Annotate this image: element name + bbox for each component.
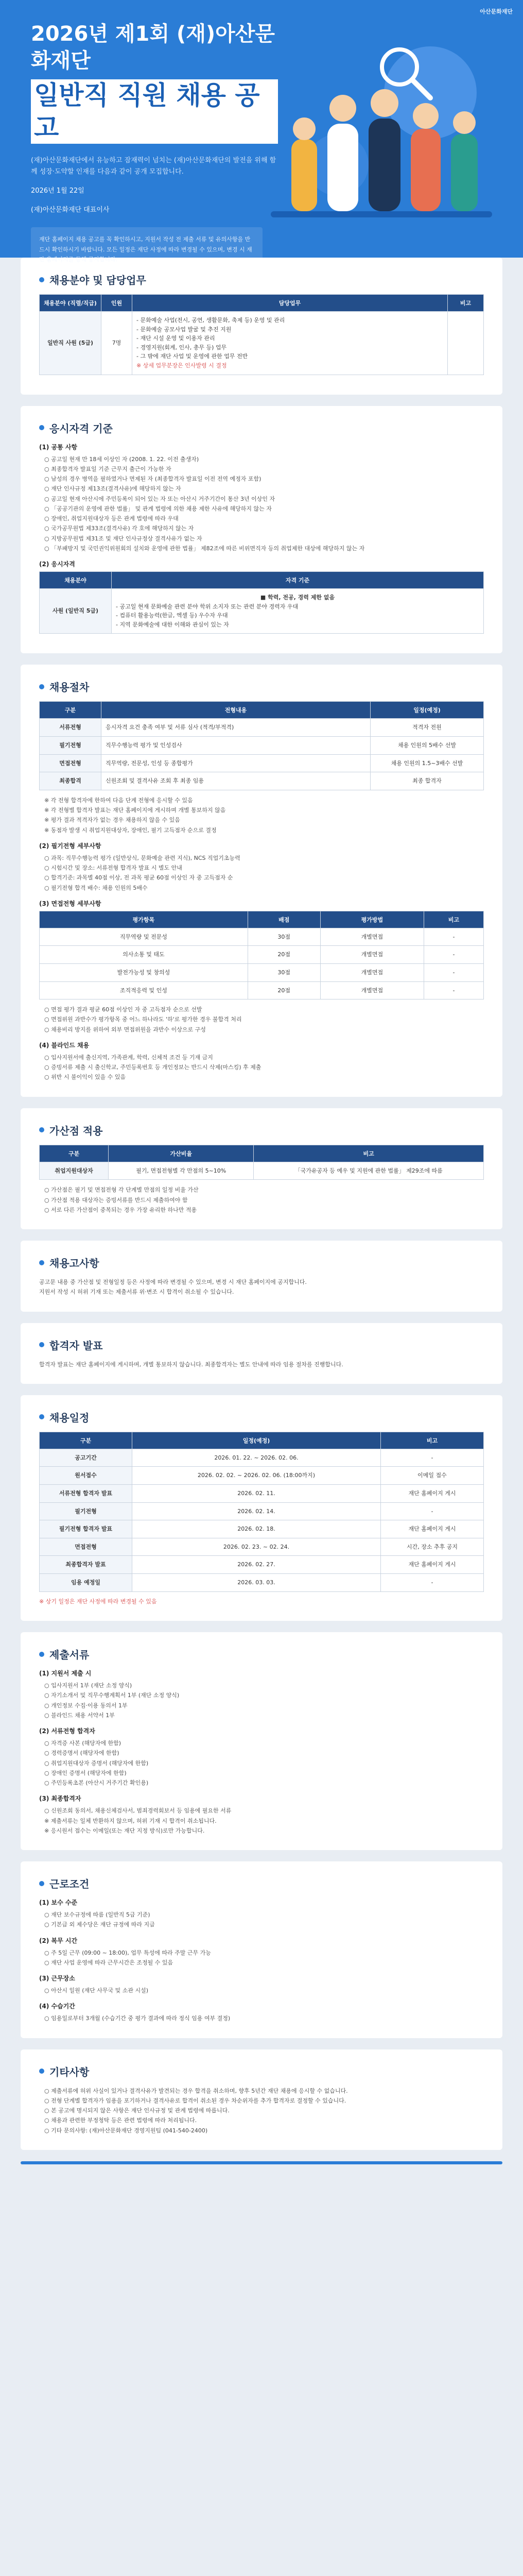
duty-line: - 문화예술 사업(전시, 공연, 생활문화, 축제 등) 운영 및 관리 <box>136 317 285 324</box>
table-header: 비고 <box>254 1145 484 1162</box>
work-list <box>39 1948 484 1968</box>
sub-title: (1) 공통 사항 <box>39 443 78 451</box>
hero-illustration <box>260 31 502 247</box>
hero-notice-box: 재단 홈페이지 채용 공고를 꼭 확인하시고, 지원서 작성 전 제출 서류 및 유의사항을 반드시 확인하시기 바랍니다. 모든 일정은 재단 사정에 따라 변경될 수 있으며, 변경 시 재단 홈페이지를 통해 공지합니다. <box>31 227 263 272</box>
table-cell: - <box>424 981 484 999</box>
section-title-text: 응시자격 기준 <box>49 422 113 435</box>
table-header: 비고 <box>424 911 484 928</box>
table-row <box>40 737 484 755</box>
bullet-icon <box>39 684 44 689</box>
table-cell: 신원조회 및 결격사유 조회 후 최종 임용 <box>101 772 371 790</box>
paragraph: 공고문 내용 중 가산점 및 전형일정 등은 사정에 따라 변경될 수 있으며, 변경 시 재단 홈페이지에 공지합니다. <box>39 1279 307 1286</box>
table-cell: 2026. 03. 03. <box>132 1573 381 1591</box>
list-item: ○ 서로 다른 가산점이 중복되는 경우 가장 유리한 하나만 적용 <box>44 1206 197 1213</box>
list-item: ○ 시험시간 및 장소: 서류전형 합격자 발표 시 별도 안내 <box>44 865 182 872</box>
table-cell: 개별면접 <box>320 964 424 982</box>
table-cell: 취업지원대상자 <box>40 1162 109 1180</box>
table-row <box>40 1484 484 1502</box>
section-title <box>39 679 484 694</box>
table-cell: 2026. 02. 27. <box>132 1556 381 1574</box>
table-cell: 필기전형 합격자 발표 <box>40 1520 132 1538</box>
table-cell: 2026. 02. 02. ~ 2026. 02. 06. (18:00까지) <box>132 1467 381 1485</box>
duty-line: - 재단 시설 운영 및 이용자 관리 <box>136 335 215 342</box>
table-cell: - <box>424 964 484 982</box>
section-title-text: 가산점 적용 <box>49 1124 103 1137</box>
table-header: 구분 <box>40 1145 109 1162</box>
table-cell: 의사소통 및 태도 <box>40 946 248 964</box>
list-item: ○ 임용일로부터 3개월 (수습기간 중 평가 결과에 따라 정식 임용 여부 결정) <box>44 2015 231 2022</box>
hero-subtitle: (재)아산문화재단에서 유능하고 잠재력이 넘치는 (재)아산문화재단의 발전을 위해 함께 성장·도약할 인재를 다음과 같이 공개 모집합니다. <box>31 157 276 176</box>
table-cell: - <box>424 946 484 964</box>
note-line: ※ 동점자 발생 시 취업지원대상자, 장애인, 필기 고득점자 순으로 결정 <box>44 826 217 834</box>
table-header: 비고 <box>448 295 484 312</box>
list-item: ○ 경력증명서 (해당자에 한함) <box>44 1750 119 1757</box>
table-header: 구분 <box>40 1432 132 1449</box>
table-header: 가산비율 <box>109 1145 254 1162</box>
section-title <box>39 1647 484 1662</box>
table-cell: 2026. 02. 11. <box>132 1484 381 1502</box>
bullet-icon <box>39 277 44 282</box>
place-list <box>39 1986 484 1995</box>
table-cell: 직무역량, 전문성, 인성 등 종합평가 <box>101 754 371 772</box>
list-item: ○ 공고일 현재 만 18세 이상인 자 (2008. 1. 22. 이전 출생자) <box>44 455 199 463</box>
section-title <box>39 1876 484 1891</box>
blind-list <box>39 1053 484 1082</box>
list-item: ○ 「부패방지 및 국민권익위원회의 설치와 운영에 관한 법률」 제82조에 따른 비위면직자 등의 취업제한 대상에 해당하지 않는 자 <box>44 545 365 552</box>
table-cell: 개별면접 <box>320 981 424 999</box>
table-row <box>40 589 484 634</box>
table-cell: 사원 (일반직 5급) <box>40 589 112 634</box>
bullet-icon <box>39 1414 44 1419</box>
list-item: ※ 제출서류는 일체 반환하지 않으며, 허위 기재 시 합격이 취소됩니다. <box>44 1817 217 1824</box>
table-cell: 이메일 접수 <box>381 1467 484 1485</box>
req-line: - 지역 문화예술에 대한 이해와 관심이 있는 자 <box>116 621 229 628</box>
table-cell: 임용 예정일 <box>40 1573 132 1591</box>
sub-title: (4) 수습기간 <box>39 2003 75 2010</box>
table-row <box>40 719 484 737</box>
table-cell: 최종 합격자 <box>371 772 484 790</box>
list-item: ○ 아산시 일원 (재단 사무국 및 소관 시설) <box>44 1987 149 1994</box>
table-cell: 20점 <box>248 946 320 964</box>
table-header: 담당업무 <box>132 295 448 312</box>
table-cell: 2026. 02. 23. ~ 02. 24. <box>132 1538 381 1556</box>
section-title-text: 채용일정 <box>49 1411 90 1424</box>
section-qualification <box>21 406 502 654</box>
table-cell: 재단 홈페이지 게시 <box>381 1484 484 1502</box>
list-item: ○ 기본급 외 제수당은 재단 규정에 따라 지급 <box>44 1921 155 1928</box>
table-row <box>40 1538 484 1556</box>
table-header: 평가항목 <box>40 911 248 928</box>
table-cell: 2026. 02. 14. <box>132 1502 381 1520</box>
table-header: 일정(예정) <box>132 1432 381 1449</box>
list-item: ○ 남성의 경우 병역을 필하였거나 면제된 자 (최종합격자 발표일 이전 전역 예정자 포함) <box>44 476 262 483</box>
table-cell: 응시자격 요건 충족 여부 및 서류 심사 (적격/부적격) <box>101 719 371 737</box>
section-procedure <box>21 665 502 1096</box>
table-cell: 최종합격자 발표 <box>40 1556 132 1574</box>
section-notice <box>21 1241 502 1312</box>
section-schedule <box>21 1395 502 1621</box>
table-cell <box>448 312 484 375</box>
table-cell: 「국가유공자 등 예우 및 지원에 관한 법률」 제29조에 따름 <box>254 1162 484 1180</box>
procedure-table <box>39 701 484 790</box>
section-title <box>39 1255 484 1270</box>
docs-list <box>39 1738 484 1788</box>
bullet-icon <box>39 1881 44 1886</box>
people-illustration-icon <box>260 31 502 247</box>
sub-title: (4) 블라인드 채용 <box>39 1041 90 1049</box>
list-item: ○ 최종합격자 발표일 기준 근무지 출근이 가능한 자 <box>44 465 171 472</box>
section-bonus <box>21 1108 502 1229</box>
table-header: 배점 <box>248 911 320 928</box>
list-item: ○ 면접 평가 결과 평균 60점 이상인 자 중 고득점자 순으로 선발 <box>44 1006 202 1013</box>
table-row <box>40 1467 484 1485</box>
table-row <box>40 754 484 772</box>
section-announcement <box>21 1323 502 1384</box>
pay-list <box>39 1910 484 1930</box>
table-cell: 개별면접 <box>320 928 424 946</box>
table-cell: - <box>381 1573 484 1591</box>
duty-line: - 그 밖에 재단 사업 및 운영에 관한 업무 전반 <box>136 353 248 360</box>
hero-title2-text: 일반직 직원 채용 공고 <box>31 79 278 144</box>
section-title <box>39 2064 484 2079</box>
sub-title: (1) 지원서 제출 시 <box>39 1670 92 1677</box>
list-item: ○ 가산점은 필기 및 면접전형 각 단계별 만점의 일정 비율 가산 <box>44 1187 199 1194</box>
list-item: ○ 과목: 직무수행능력 평가 (일반상식, 문화예술 관련 지식), NCS 직업기초능력 <box>44 854 240 861</box>
bonus-notes <box>39 1185 484 1215</box>
table-header: 자격 기준 <box>112 572 484 589</box>
hero-date: 2026년 1월 22일 <box>31 187 84 195</box>
interview-notes <box>39 1005 484 1035</box>
list-item: ○ 취업지원대상자 증명서 (해당자에 한함) <box>44 1759 149 1767</box>
exam-list <box>39 853 484 893</box>
section-title-text: 채용고사항 <box>49 1257 99 1270</box>
sub-title: (3) 근무장소 <box>39 1975 75 1982</box>
list-item: ○ 「공공기관의 운영에 관한 법률」 및 관계 법령에 의한 채용 제한 사유에 해당하지 않는 자 <box>44 505 272 512</box>
section-title <box>39 272 484 287</box>
list-item: ※ 응시원서 접수는 이메일(또는 재단 지정 방식)로만 가능합니다. <box>44 1827 205 1834</box>
section-other <box>21 2049 502 2150</box>
list-item: ○ 입사지원서에 출신지역, 가족관계, 학력, 신체적 조건 등 기재 금지 <box>44 1054 213 1061</box>
sub-title: (2) 서류전형 합격자 <box>39 1727 95 1735</box>
table-cell: 직무수행능력 평가 및 인성검사 <box>101 737 371 755</box>
table-cell: 서류전형 <box>40 719 101 737</box>
list-item: ○ 국가공무원법 제33조(결격사유) 각 호에 해당하지 않는 자 <box>44 525 194 532</box>
table-cell: 발전가능성 및 창의성 <box>40 964 248 982</box>
table-row <box>40 1520 484 1538</box>
table-cell: 필기, 면접전형별 각 만점의 5~10% <box>109 1162 254 1180</box>
procedure-notes <box>39 795 484 835</box>
table-cell: 필기전형 <box>40 1502 132 1520</box>
sub-title: (3) 면접전형 세부사항 <box>39 900 101 907</box>
list-item: ○ 재단 보수규정에 따름 (일반직 5급 기준) <box>44 1911 150 1919</box>
interview-table <box>39 911 484 999</box>
bullet-icon <box>39 1127 44 1132</box>
section-recruit-field <box>21 258 502 395</box>
sub-title: (2) 응시자격 <box>39 561 75 568</box>
table-row <box>40 1162 484 1180</box>
table-cell: 7명 <box>101 312 132 375</box>
list-item: ○ 자기소개서 및 직무수행계획서 1부 (재단 소정 양식) <box>44 1692 180 1699</box>
section-documents <box>21 1632 502 1850</box>
table-row <box>40 1556 484 1574</box>
section-conditions <box>21 1861 502 2038</box>
hero-banner <box>0 0 523 263</box>
req-line: ■ 학력, 전공, 경력 제한 없음 <box>260 594 335 601</box>
bullet-icon <box>39 2069 44 2074</box>
section-title-text: 채용분야 및 담당업무 <box>49 274 146 286</box>
bullet-icon <box>39 425 44 430</box>
table-header: 일정(예정) <box>371 702 484 719</box>
note-line: ※ 각 전형 합격자에 한하여 다음 단계 전형에 응시할 수 있음 <box>44 796 193 804</box>
table-row <box>40 1449 484 1467</box>
table-cell-duties <box>132 312 448 375</box>
list-item: ○ 합격기준: 과목별 40점 이상, 전 과목 평균 60점 이상인 자 중 고득점자 순 <box>44 874 233 882</box>
section-title <box>39 1410 484 1425</box>
hero-text <box>31 21 278 272</box>
table-cell: 시간, 장소 추후 공지 <box>381 1538 484 1556</box>
sub-title: (2) 복무 시간 <box>39 1937 78 1944</box>
table-cell: 필기전형 <box>40 737 101 755</box>
table-cell: 30점 <box>248 928 320 946</box>
footer-divider <box>21 2161 502 2164</box>
section-title <box>39 1123 484 1138</box>
table-cell: 최종합격 <box>40 772 101 790</box>
req-line: - 컴퓨터 활용능력(한글, 엑셀 등) 우수자 우대 <box>116 612 228 619</box>
list-item: ○ 면접위원 과반수가 평가항목 중 어느 하나라도 '하'로 평가한 경우 불합격 처리 <box>44 1016 242 1023</box>
list-item: ○ 지방공무원법 제31조 및 재단 인사규정상 결격사유가 없는 자 <box>44 535 202 542</box>
table-row <box>40 964 484 982</box>
table-header: 인원 <box>101 295 132 312</box>
paragraph: 합격자 발표는 재단 홈페이지에 게시하며, 개별 통보하지 않습니다. 최종합격자는 별도 안내에 따라 임용 절차를 진행합니다. <box>39 1361 343 1368</box>
other-list <box>39 2086 484 2136</box>
table-cell: 2026. 02. 18. <box>132 1520 381 1538</box>
hero-org: (재)아산문화재단 대표이사 <box>31 206 110 214</box>
duty-line: ※ 상세 업무분장은 인사발령 시 결정 <box>136 362 227 369</box>
bonus-table <box>39 1145 484 1180</box>
list-item: ○ 블라인드 채용 서약서 1부 <box>44 1711 115 1719</box>
list-item: ○ 채용과 관련한 부정청탁 등은 관련 법령에 따라 처리됩니다. <box>44 2117 197 2124</box>
list-item: ○ 기타 문의사항: (재)아산문화재단 경영지원팀 (041-540-2400) <box>44 2127 208 2134</box>
table-cell: 직무역량 및 전문성 <box>40 928 248 946</box>
list-item: ○ 재단 인사규정 제13조(결격사유)에 해당하지 않는 자 <box>44 485 181 493</box>
table-row <box>40 946 484 964</box>
list-item: ○ 재단 사업 운영에 따라 근무시간은 조정될 수 있음 <box>44 1959 173 1966</box>
schedule-table <box>39 1432 484 1592</box>
bullet-icon <box>39 1342 44 1347</box>
table-cell: 서류전형 합격자 발표 <box>40 1484 132 1502</box>
section-title-text: 기타사항 <box>49 2065 90 2078</box>
list-item: ○ 장애인 증명서 (해당자에 한함) <box>44 1769 127 1776</box>
table-cell: 20점 <box>248 981 320 999</box>
table-cell: 일반직 사원 (5급) <box>40 312 101 375</box>
recruit-field-table <box>39 294 484 375</box>
hero-title: 2026년 제1회 (재)아산문화재단 <box>31 22 275 73</box>
probation-list <box>39 2013 484 2023</box>
table-row <box>40 1573 484 1591</box>
table-row <box>40 312 484 375</box>
list-item: ○ 장애인, 취업지원대상자 등은 관계 법령에 따라 우대 <box>44 515 179 522</box>
section-title-text: 채용절차 <box>49 681 90 694</box>
table-cell: - <box>424 928 484 946</box>
table-cell: 원서접수 <box>40 1467 132 1485</box>
table-cell: 30점 <box>248 964 320 982</box>
table-row <box>40 1502 484 1520</box>
table-cell: 재단 홈페이지 게시 <box>381 1556 484 1574</box>
table-cell: 면접전형 <box>40 1538 132 1556</box>
section-title-text: 합격자 발표 <box>49 1339 103 1352</box>
common-list <box>39 454 484 554</box>
list-item: ○ 전형 단계별 합격자가 임용을 포기하거나 결격사유로 합격이 취소된 경우 차순위자를 추가 합격자로 결정할 수 있습니다. <box>44 2097 346 2104</box>
list-item: ○ 제출서류에 허위 사실이 있거나 결격사유가 발견되는 경우 합격을 취소하며, 향후 5년간 재단 채용에 응시할 수 없습니다. <box>44 2087 348 2094</box>
table-header: 채용분야 (직렬/직급) <box>40 295 101 312</box>
table-cell: 재단 홈페이지 게시 <box>381 1520 484 1538</box>
section-title <box>39 1337 484 1352</box>
table-cell: 적격자 전원 <box>371 719 484 737</box>
req-line: - 공고일 현재 문화예술 관련 분야 학위 소지자 또는 관련 분야 경력자 우대 <box>116 603 299 610</box>
table-header: 전형내용 <box>101 702 371 719</box>
list-item: ○ 개인정보 수집·이용 동의서 1부 <box>44 1702 128 1709</box>
table-header: 비고 <box>381 1432 484 1449</box>
list-item: ○ 위반 시 불이익이 있을 수 있음 <box>44 1074 126 1081</box>
docs-list <box>39 1681 484 1720</box>
duty-line: - 경영지원(회계, 인사, 총무 등) 업무 <box>136 344 227 351</box>
bullet-icon <box>39 1652 44 1657</box>
list-item: ○ 가산점 적용 대상자는 증빙서류를 반드시 제출하여야 함 <box>44 1196 188 1204</box>
table-cell: 채용 인원의 5배수 선발 <box>371 737 484 755</box>
logo: 아산문화재단 <box>480 8 513 15</box>
list-item: ○ 채용비리 방지를 위하여 외부 면접위원을 과반수 이상으로 구성 <box>44 1026 206 1033</box>
note-line: ※ 평가 결과 적격자가 없는 경우 채용하지 않을 수 있음 <box>44 817 180 824</box>
docs-list <box>39 1806 484 1836</box>
table-cell: - <box>381 1449 484 1467</box>
list-item: ○ 공고일 현재 아산시에 주민등록이 되어 있는 자 또는 아산시 거주기간이 통산 3년 이상인 자 <box>44 495 275 502</box>
table-row <box>40 981 484 999</box>
table-cell <box>112 589 484 634</box>
table-cell: 채용 인원의 1.5~3배수 선발 <box>371 754 484 772</box>
table-row <box>40 928 484 946</box>
table-cell: 조직적응력 및 인성 <box>40 981 248 999</box>
list-item: ○ 입사지원서 1부 (재단 소정 양식) <box>44 1682 132 1689</box>
list-item: ○ 신원조회 동의서, 채용신체검사서, 범죄경력회보서 등 임용에 필요한 서류 <box>44 1807 232 1815</box>
list-item: ○ 필기전형 합격 배수: 채용 인원의 5배수 <box>44 884 148 891</box>
schedule-note: ※ 상기 일정은 재단 사정에 따라 변경될 수 있음 <box>39 1598 157 1605</box>
qualification-table <box>39 571 484 634</box>
table-row <box>40 772 484 790</box>
duty-line: - 문화예술 공모사업 발굴 및 추진 지원 <box>136 326 232 333</box>
bullet-icon <box>39 1260 44 1265</box>
table-header: 채용분야 <box>40 572 112 589</box>
table-cell: - <box>381 1502 484 1520</box>
table-header: 평가방법 <box>320 911 424 928</box>
hero-title2 <box>31 76 278 144</box>
sub-title: (3) 최종합격자 <box>39 1795 81 1803</box>
sub-title: (2) 필기전형 세부사항 <box>39 842 101 850</box>
section-title <box>39 420 484 435</box>
list-item: ○ 증빙서류 제출 시 출신학교, 주민등록번호 등 개인정보는 반드시 삭제(마스킹) 후 제출 <box>44 1064 262 1071</box>
list-item: ○ 주민등록초본 (아산시 거주기간 확인용) <box>44 1780 149 1787</box>
table-cell: 개별면접 <box>320 946 424 964</box>
note-line: ※ 각 전형별 합격자 발표는 재단 홈페이지에 게시하며 개별 통보하지 않음 <box>44 807 226 814</box>
section-title-text: 근로조건 <box>49 1878 90 1891</box>
sub-title: (1) 보수 수준 <box>39 1899 78 1907</box>
table-header: 구분 <box>40 702 101 719</box>
paragraph: 지원서 작성 시 허위 기재 또는 제출서류 위·변조 시 합격이 취소될 수 있습니다. <box>39 1289 234 1296</box>
table-cell: 2026. 01. 22. ~ 2026. 02. 06. <box>132 1449 381 1467</box>
table-cell: 면접전형 <box>40 754 101 772</box>
section-title-text: 제출서류 <box>49 1649 90 1662</box>
list-item: ○ 본 공고에 명시되지 않은 사항은 재단 인사규정 및 관계 법령에 따릅니다. <box>44 2107 230 2114</box>
list-item: ○ 자격증 사본 (해당자에 한함) <box>44 1740 121 1747</box>
table-cell: 공고기간 <box>40 1449 132 1467</box>
list-item: ○ 주 5일 근무 (09:00 ~ 18:00), 업무 특성에 따라 주말 근무 가능 <box>44 1949 211 1956</box>
